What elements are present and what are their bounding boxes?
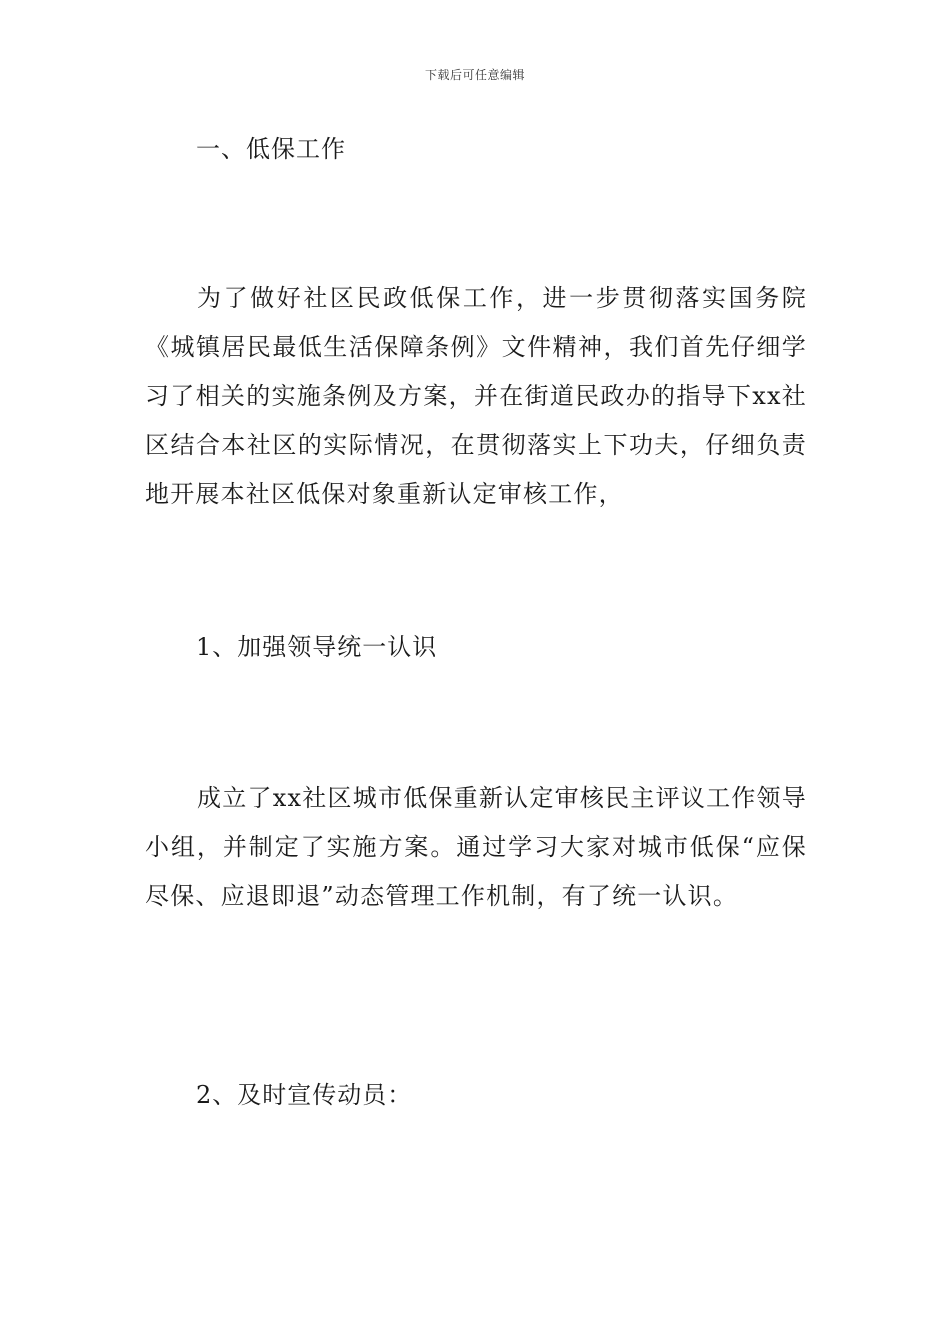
section-heading-publicity: 2、及时宣传动员：	[196, 1081, 413, 1109]
paragraph-lowincome-intro: 为了做好社区民政低保工作，进一步贯彻落实国务院《城镇居民最低生活保障条例》文件精神，我们首先仔细学习了相关的实施条例及方案，并在街道民政办的指导下xx社区结合本社区的实际情况，在贯彻落实上下功夫，仔细负责地开展本社区低保对象重新认定审核工作，	[145, 284, 807, 508]
section-heading-leadership: 1、加强领导统一认识	[196, 633, 438, 661]
paragraph-leadership: 成立了xx社区城市低保重新认定审核民主评议工作领导小组，并制定了实施方案。通过学习大家对城市低保“应保尽保、应退即退”动态管理工作机制，有了统一认识。	[145, 784, 807, 910]
section-heading-lowincome: 一、低保工作	[196, 135, 346, 163]
header-note: 下载后可任意编辑	[424, 68, 525, 82]
